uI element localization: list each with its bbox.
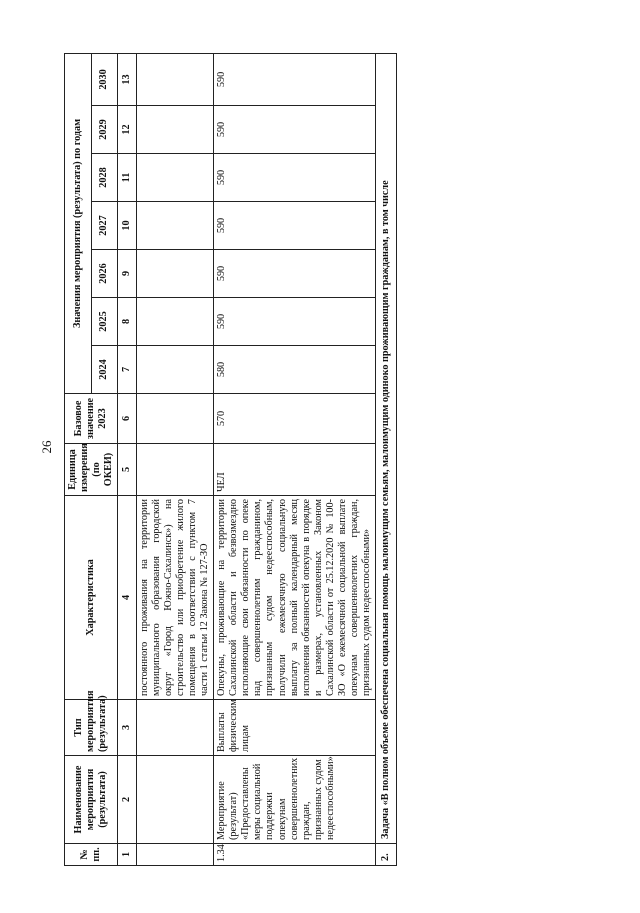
index-cell: 10 — [118, 202, 137, 250]
row-value: 590 — [214, 106, 375, 154]
header-year: 2029 — [91, 106, 118, 154]
header-characteristic: Характеристика — [65, 496, 118, 700]
index-cell: 4 — [118, 496, 137, 700]
row-num: 1.34 — [214, 844, 375, 866]
measures-table — [64, 53, 397, 866]
header-year: 2025 — [91, 298, 118, 346]
column-index-row — [118, 53, 137, 865]
row-type: Выплаты физическим лицам — [214, 700, 375, 756]
index-cell: 3 — [118, 700, 137, 756]
index-cell: 13 — [118, 53, 137, 105]
header-num: № пп. — [65, 844, 118, 866]
row-unit: ЧЕЛ — [214, 444, 375, 496]
row-value: 590 — [214, 250, 375, 298]
index-cell: 8 — [118, 298, 137, 346]
header-year: 2026 — [91, 250, 118, 298]
header-year: 2027 — [91, 202, 118, 250]
table-row — [214, 53, 375, 865]
page-number: 26 — [39, 440, 54, 454]
continuation-row — [137, 53, 214, 865]
row-name: Мероприятие (результат) «Предоставлены меры социальной поддержки опекунам совершеннолетних граждан, признанных судом недееспособными» — [214, 756, 375, 844]
index-cell: 1 — [118, 844, 137, 866]
task-num: 2. — [375, 844, 396, 866]
header-unit: Единица измерения (по ОКЕИ) — [65, 444, 118, 496]
header-row-1 — [65, 53, 92, 865]
row-value: 580 — [214, 346, 375, 394]
row-value: 590 — [214, 53, 375, 105]
row-base: 570 — [214, 394, 375, 444]
index-cell: 11 — [118, 154, 137, 202]
index-cell: 5 — [118, 444, 137, 496]
index-cell: 6 — [118, 394, 137, 444]
row-value: 590 — [214, 154, 375, 202]
index-cell: 9 — [118, 250, 137, 298]
index-cell: 2 — [118, 756, 137, 844]
row-value: 590 — [214, 202, 375, 250]
continuation-characteristic: постоянного проживания на территории муниципального образования городской округ «Город Южно-Сахалинск») на строительство или приобретение жилого помещения в соответствии с пунктом 7 части 1 статьи 12 Закона № 127-ЗО — [137, 496, 214, 700]
header-values-group: Значения мероприятия (результата) по годам — [65, 53, 92, 393]
header-year: 2024 — [91, 346, 118, 394]
task-text: Задача «В полном объеме обеспечена социальная помощь малоимущим семьям, малоимущим одиноко проживающим гражданам, в том числе — [375, 53, 396, 843]
index-cell: 7 — [118, 346, 137, 394]
document-sheet — [64, 54, 596, 866]
header-type: Тип мероприятия (результата) — [65, 700, 118, 756]
header-name: Наименование мероприятия (результата) — [65, 756, 118, 844]
row-characteristic: Опекуны, проживающие на территории Сахалинской области и безвозмездно исполняющие свои обязанности по опеке над совершеннолетним гражданином, признанным судом недееспособным, получили ежемесячную социальную выплату за полный календарный месяц исполнения обязанностей опекуна в порядке и размерах, установленных Законом Сахалинской области от 25.12.2020 № 100-ЗО «О ежемесячной социальной выплате опекунам совершеннолетних граждан, признанных судом недееспособными» — [214, 496, 375, 700]
header-base: Базовое значение 2023 — [65, 394, 118, 444]
header-year: 2028 — [91, 154, 118, 202]
index-cell: 12 — [118, 106, 137, 154]
header-year: 2030 — [91, 53, 118, 105]
row-value: 590 — [214, 298, 375, 346]
task-row — [375, 53, 396, 865]
